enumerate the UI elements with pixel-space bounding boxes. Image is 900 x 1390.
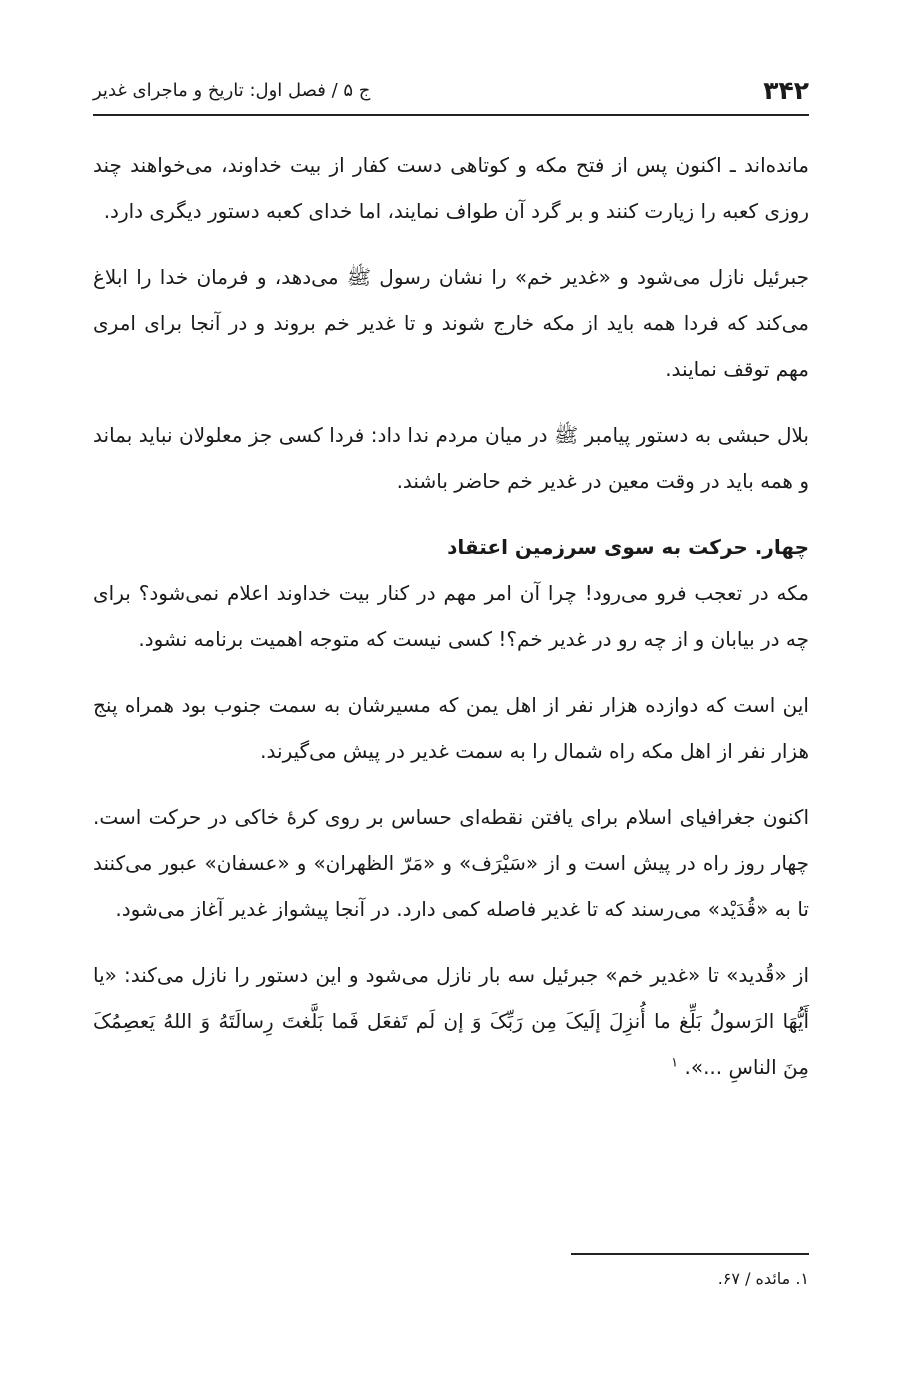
footnote: ۱. مائده / ۶۷. (717, 1269, 809, 1288)
footnote-reference[interactable]: ۱ (671, 1055, 679, 1071)
paragraph: بلال حبشی به دستور پیامبر ﷺ در میان مردم ندا داد: فردا کسی جز معلولان نباید بماند و همه باید در وقت معین در غدیر خم حاضر باشند. (93, 423, 809, 493)
paragraph: مانده‌اند ـ اکنون پس از فتح مکه و کوتاهی دست کفار از بیت خداوند، می‌خواهند چند روزی کعبه را زیارت کنند و بر گرد آن طواف نمایند، اما خدای کعبه دستور دیگری دارد. (93, 153, 809, 223)
footnote-divider (571, 1253, 809, 1255)
paragraph: این است که دوازده هزار نفر از اهل یمن که مسیرشان به سمت جنوب بود همراه پنج هزار نفر از اهل مکه راه شمال را به سمت غدیر در پیش می‌گیرند. (93, 693, 809, 763)
paragraph: اکنون جغرافیای اسلام برای یافتن نقطه‌ای حساس بر روی کرهٔ خاکی در حرکت است. چهار روز راه در پیش است و از «سَیْرَف» و «مَرّ الظهران» و «عسفان» عبور می‌کنند تا به «قُدَیْد» می‌رسند که تا غدیر فاصله کمی دارد. در آنجا پیشواز غدیر آغاز می‌شود. (93, 805, 809, 921)
running-title: ج ۵ / فصل اول: تاریخ و ماجرای غدیر (93, 79, 371, 101)
page-header (93, 66, 809, 116)
quran-paragraph (93, 952, 809, 1090)
page-body (93, 142, 809, 1110)
page-number: ۳۴۲ (763, 75, 809, 105)
quran-verse: «یا أَیُّهَا الرَسولُ بَلِّغ ما أُنزِلَ إلَیکَ مِن رَبِّکَ وَ إن لَم تَفعَل فَما بَلَّغتَ رِسالَتَهُ وَ اللهُ یَعصِمُکَ مِنَ الناسِ ...». (93, 963, 809, 1079)
section-heading: چهار. حرکت به سوی سرزمین اعتقاد (447, 535, 809, 559)
paragraph-intro: از «قُدید» تا «غدیر خم» جبرئیل سه بار نازل می‌شود و این دستور را نازل می‌کند: (124, 963, 810, 987)
paragraph: جبرئیل نازل می‌شود و «غدیر خم» را نشان رسول ﷺ می‌دهد، و فرمان خدا را ابلاغ می‌کند که فردا همه باید از مکه خارج شوند و تا غدیر خم بروند و در آنجا برای امری مهم توقف نمایند. (93, 265, 809, 381)
paragraph: مکه در تعجب فرو می‌رود! چرا آن امر مهم در کنار بیت خداوند اعلام نمی‌شود؟ برای چه در بیابان و از چه رو در غدیر خم؟! کسی نیست که متوجه اهمیت برنامه نشود. (93, 581, 809, 651)
